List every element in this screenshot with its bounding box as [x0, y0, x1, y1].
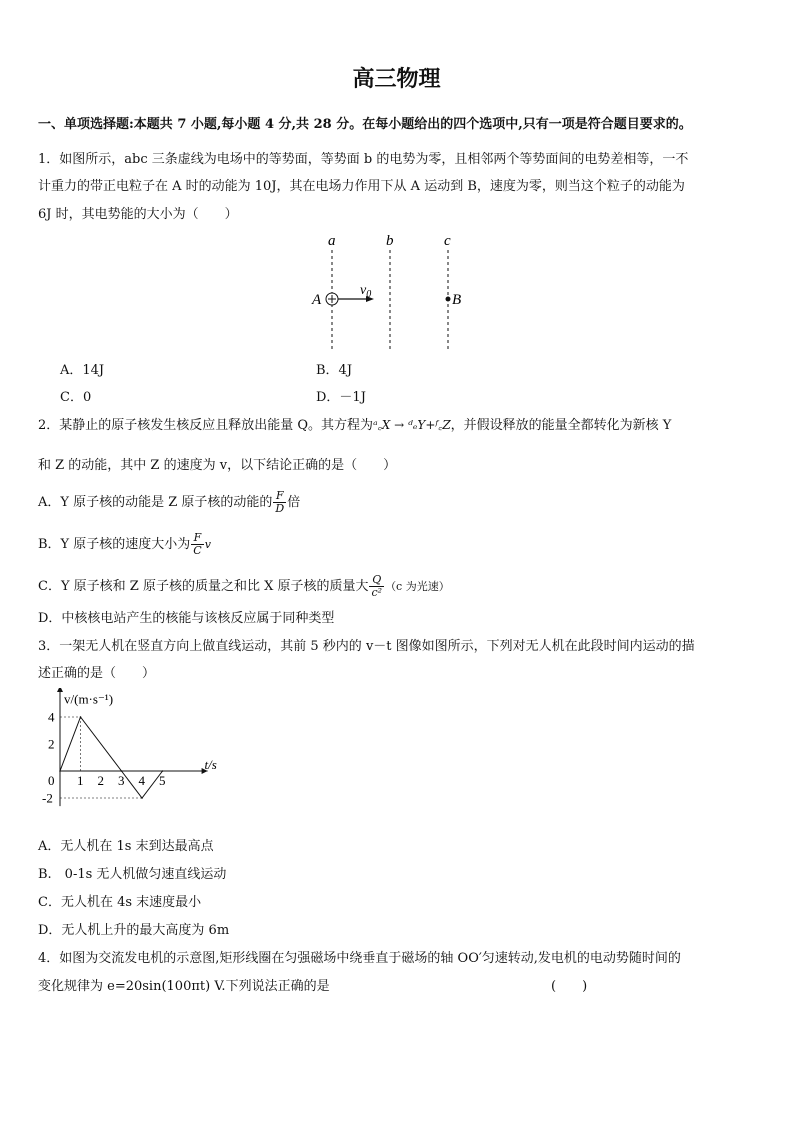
y-tick-label: 4 [48, 709, 55, 725]
q3-option-a: A．无人机在 1s 末到达最高点 [38, 839, 214, 854]
q1-option-a: A．14J [60, 363, 105, 378]
label-c: c [444, 233, 451, 249]
q1-line2: 计重力的带正电粒子在 A 时的动能为 10J，其在电场力作用下从 A 运动到 B，速度为零，则当这个粒子的动能为 [38, 179, 685, 194]
section-heading: 一、单项选择题:本题共 7 小题,每小题 4 分,共 28 分。在每小题给出的四个选项中,只有一项是符合题目要求的。 [38, 117, 692, 132]
label-v0: $v_0$ [360, 283, 372, 300]
x-tick-label: 2 [97, 773, 104, 788]
data-point [162, 770, 164, 772]
q1-line1: 1．如图所示，abc 三条虚线为电场中的等势面，等势面 b 的电势为零，且相邻两个等势面间的电势差相等，一不 [38, 152, 689, 167]
q3-line1: 3．一架无人机在竖直方向上做直线运动，其前 5 秒内的 v－t 图像如图所示，下列对无人机在此段时间内运动的描 [38, 639, 695, 654]
y-tick-label: -2 [42, 790, 53, 806]
q3-option-c: C．无人机在 4s 末速度最小 [38, 895, 202, 910]
vt-chart [38, 688, 238, 820]
q2-option-c: C．Y 原子核和 Z 原子核的质量之和比 X 原子核的质量大 $\frac{Q}{\text{c²}}$ （c 为光速） [38, 573, 450, 599]
q4-answer-paren: ( ) [551, 979, 588, 994]
x-tick-label: 5 [159, 773, 166, 788]
label-a: a [328, 233, 336, 249]
q4-line1: 4．如图为交流发电机的示意图,矩形线圈在匀强磁场中绕垂直于磁场的轴 OO′匀速转动,发电机的电动势随时间的 [38, 951, 681, 966]
data-point [59, 770, 61, 772]
velocity-series-line [60, 717, 163, 798]
q3-option-b: B. 0-1s 无人机做匀速直线运动 [38, 867, 227, 882]
label-A: A [312, 292, 322, 308]
q2-option-a: A．Y 原子核的动能是 Z 原子核的动能的 $\frac{F}{D}$ 倍 [38, 489, 301, 515]
q2-option-d: D．中核核电站产生的核能与该核反应属于同种类型 [38, 611, 335, 626]
x-tick-label: 0 [48, 773, 55, 788]
x-tick-label: 3 [118, 773, 125, 788]
data-point [121, 770, 123, 772]
q1-option-c: C．0 [60, 390, 92, 405]
label-b: b [386, 233, 394, 249]
q1-option-d: D．－1J [316, 390, 366, 405]
q2-nuclear-equation: ᵃ꜀X → ᵈₑY+ᶠ꜀Z [373, 418, 451, 432]
data-point [141, 797, 143, 799]
y-axis-label: v/(m·s⁻¹) [64, 691, 114, 707]
x-tick-label: 4 [138, 773, 145, 788]
q3-option-d: D．无人机上升的最大高度为 6m [38, 923, 230, 938]
q3-line2: 述正确的是（ ） [38, 666, 156, 681]
data-point [80, 716, 82, 718]
q2-line1: 2．某静止的原子核发生核反应且释放出能量 Q。其方程为ᵃ꜀X → ᵈₑY+ᶠ꜀Z，并假设释放的能量全都转化为新核 Y [38, 418, 672, 433]
x-axis-label: t/s [204, 757, 217, 772]
q1-option-b: B．4J [316, 363, 353, 378]
q2-option-b: B．Y 原子核的速度大小为 $\frac{F}{C}$ v [38, 531, 211, 557]
y-tick-label: 2 [48, 736, 55, 752]
q2-line2: 和 Z 的动能，其中 Z 的速度为 v，以下结论正确的是（ ） [38, 458, 397, 473]
x-tick-label: 1 [77, 773, 84, 788]
page-title: 高三物理 [352, 67, 441, 92]
point-B [446, 297, 451, 302]
label-B: B [452, 292, 462, 308]
q1-line3: 6J 时，其电势能的大小为（ ） [38, 207, 238, 222]
q1-equipotential-figure [300, 228, 490, 354]
q4-line2: 变化规律为 e=20sin(100πt) V.下列说法正确的是 [38, 979, 330, 994]
